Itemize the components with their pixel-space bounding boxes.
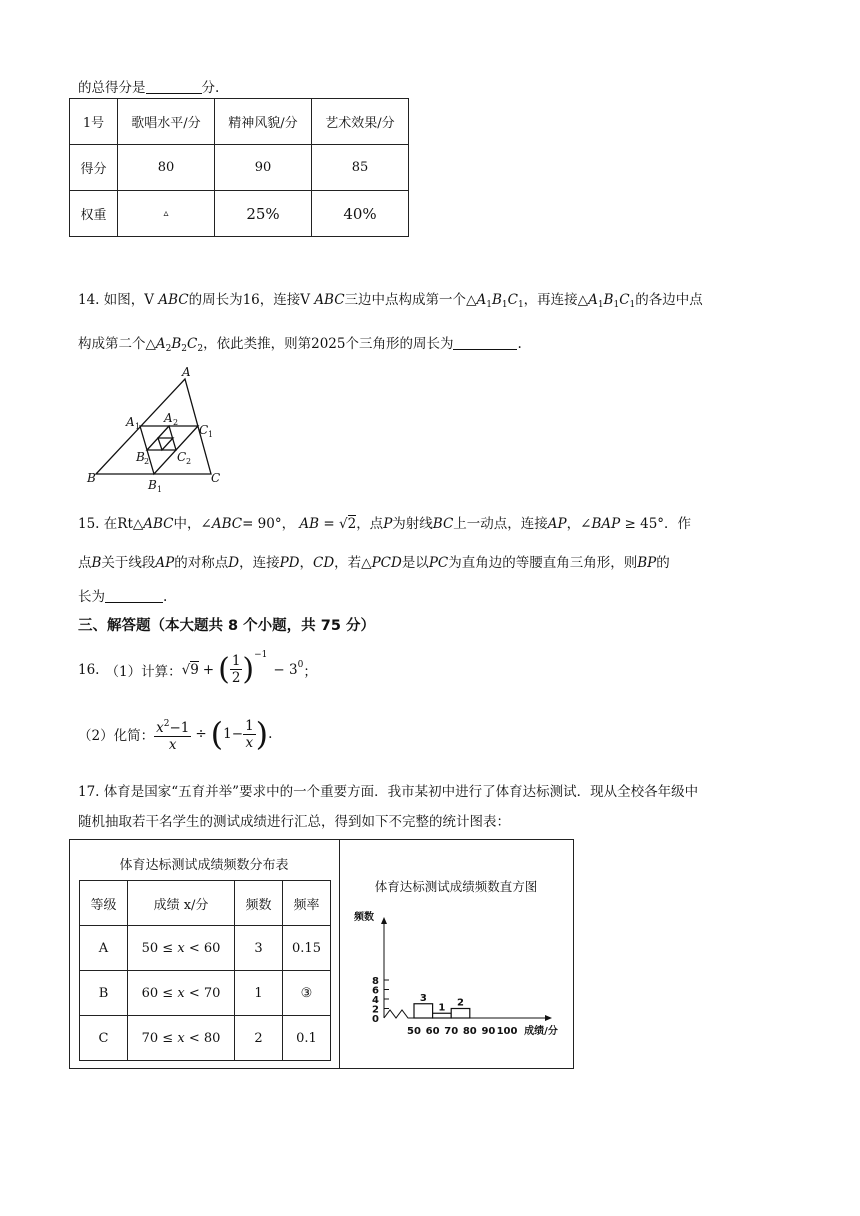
range-lo: 70 [141,1030,159,1046]
grade-cell: A [80,926,128,971]
header-cell: 等级 [80,881,128,926]
exponent: −1 [254,650,268,660]
range-hi: 80 [203,1030,221,1046]
x-tick-label: 90 [481,1026,496,1037]
table-header-row [80,881,331,926]
numerator: 1 [245,717,254,734]
table-row [80,926,331,971]
label-b2: B [136,450,145,464]
fraction-one-half [230,653,243,686]
answer-blank[interactable] [453,337,517,350]
math-var: B [491,292,502,308]
section-heading: 三、解答题（本大题共 8 个小题，共 75 分） [78,618,375,634]
denominator: 2 [231,670,241,686]
histogram-bar [414,1004,433,1018]
text: + [202,661,215,678]
score-table [69,98,409,237]
text: 的各边中点 [635,292,703,308]
text: ，再连接 [523,292,578,308]
math-var: AP [155,555,175,571]
q13-suffix: 分. [201,80,220,96]
math-var: PD [279,555,300,571]
numerator [154,716,191,737]
text: （1）计算： [105,663,182,680]
q17-line-2: 随机抽取若干名学生的测试成绩进行汇总，得到如下不完整的统计图表： [78,814,510,830]
answer-blank[interactable] [105,590,163,603]
subscript: 1 [597,300,604,310]
text: （2）化简： [78,728,155,744]
label-sub: 1 [135,422,141,431]
label-a: A [182,365,191,379]
text: 在 [103,516,118,532]
y-tick-label: 6 [372,985,379,997]
text: ≥ 45°．作 [624,516,692,532]
label-a1: A [126,415,135,429]
q13-tail-line [78,76,219,96]
weight-cell: 25% [215,191,312,237]
count-cell: 2 [235,1016,283,1061]
score-cell: 80 [118,145,215,191]
x-axis-label: 成绩/分 [524,1026,558,1037]
range-cell [128,971,235,1016]
header-cell: 1号 [70,99,118,145]
math-var: BAP [591,516,621,532]
table-row [80,1016,331,1061]
text: ≤ [162,985,174,1001]
y-axis-arrow [381,917,387,924]
text: 为直角边的等腰直角三角形，则 [448,555,638,571]
label-sub: 2 [173,418,179,427]
math-var: PC [428,555,449,571]
math-var: C [187,336,198,352]
x-tick-label: 50 [407,1026,421,1037]
exponent: 2 [163,718,170,729]
math-var: x [177,940,185,956]
fraction-x2-minus-1-over-x [154,716,191,753]
histogram-bar [451,1009,470,1019]
math-var: A [588,292,598,308]
text: . [517,336,522,352]
rate-cell: 0.1 [283,1016,331,1061]
label-c1: C [199,423,209,437]
math-var: x [177,985,185,1001]
triangle-symbol: V [300,292,311,308]
q16-part-2: （2）化简： $\frac{x^2-1}{x}$ ÷ ( 1− $\frac{1}{x}$ ) . [78,715,273,753]
chart-title: 体育达标测试成绩频数直方图 [374,879,538,894]
text: ， [299,555,314,571]
math-var: CD [313,555,335,571]
math-abc: ABC [158,292,189,308]
header-cell: 歌唱水平/分 [118,99,215,145]
histogram-bar [433,1013,452,1018]
text: ， [566,516,581,532]
triangle-symbol: V [144,292,155,308]
text: 上一动点，连接 [453,516,548,532]
count-cell: 1 [235,971,283,1016]
text: 三边中点构成第一个 [344,292,467,308]
x-tick-label: 80 [462,1026,477,1037]
math-var: x [156,719,164,736]
range-hi: 70 [203,985,221,1001]
math-var: AP [547,516,567,532]
weight-cell: ▵ [118,191,215,237]
text: 点 [78,555,92,571]
q15-line-1: 15. 在Rt△ABC中，∠ABC= 90°， AB = √2，点P为射线BC上一动点，连接AP，∠BAP ≥ 45°．作 [78,516,692,532]
subscript: 2 [165,344,172,354]
math-var: B [171,336,182,352]
label-sub: 2 [144,457,150,466]
bar-value-label: 2 [457,997,464,1009]
text: 的对称点 [174,555,229,571]
text: 长为 [78,589,105,605]
frequency-table [79,880,331,1061]
q13-prefix: 的总得分是 [78,80,146,96]
math-abc: ABC [211,516,243,532]
text: . [163,589,168,605]
q16-part-1: 16. （1）计算： √ 9 + ( $\frac{1}{2}$ ) −1 − 3 0 ； [78,650,317,687]
y-tick-label: 8 [372,976,379,987]
math-var: C [507,292,518,308]
fraction-1-over-x [243,718,256,751]
range-cell [128,926,235,971]
header-cell [128,881,235,926]
header-cell: 精神风貌/分 [215,99,312,145]
label-sub: 1 [157,485,163,494]
x-tick-label: 60 [425,1026,440,1037]
math-var: C [619,292,630,308]
text: 构成第二个 [78,336,146,352]
x-axis-arrow [545,1015,552,1021]
label-a2: A [164,411,173,425]
subscript: 2 [197,344,204,354]
math-var: A [476,292,487,308]
count-cell: 3 [235,926,283,971]
y-tick-label: 0 [372,1014,379,1025]
subscript: 1 [486,300,492,310]
question-number: 15. [78,516,100,532]
table-row [70,191,409,237]
text: ，连接 [239,555,280,571]
text: Rt [117,516,133,532]
row-label: 权重 [70,191,118,237]
math-var: B [91,555,102,571]
text: −1 [169,719,190,736]
denominator: x [245,734,254,751]
angle-symbol: ∠ [580,516,592,532]
header-cell: 频数 [235,881,283,926]
question-number: 16. [78,661,100,678]
table-row [80,971,331,1016]
freq-table-title: 体育达标测试成绩频数分布表 [119,858,289,873]
triangle-symbol: △ [132,516,144,532]
sqrt-radicand: 2 [347,516,357,532]
range-hi: 60 [203,940,221,956]
math-var: PCD [371,555,402,571]
score-cell: 85 [312,145,409,191]
text: = 90°， [242,516,296,532]
subscript: 1 [501,300,508,310]
range-lo: 50 [141,940,159,956]
text: < [188,940,200,956]
math-var: B [603,292,614,308]
range-lo: 60 [141,985,159,1001]
numerator: 1 [231,653,241,669]
bar-value-label: 3 [419,992,427,1004]
triangle-symbol: △ [145,336,156,352]
grade-cell: C [80,1016,128,1061]
text: 为射线 [392,516,433,532]
text: ÷ [195,726,207,742]
math-var: P [383,516,393,532]
text: = [323,516,335,532]
math-var: D [228,555,240,571]
math-var: AB [299,516,320,532]
label-b: B [87,471,96,485]
header-cell: 频率 [283,881,331,926]
q15-line-2 [78,551,670,571]
text: ； [303,663,317,680]
text: . [268,726,273,742]
rate-cell: ③ [283,971,331,1016]
subscript: 1 [613,300,620,310]
answer-blank[interactable] [146,81,202,94]
math-var: BC [432,516,454,532]
label-c: C [211,471,221,485]
sqrt-radicand: 9 [190,662,199,678]
text: ，若 [334,555,362,571]
x-tick-label: 70 [444,1026,459,1037]
triangle-symbol: △ [577,292,589,308]
text: 中， [173,516,201,532]
triangle-inner [158,438,173,450]
subscript: 2 [181,344,188,354]
row-label: 得分 [70,145,118,191]
math-abc: ABC [314,292,345,308]
subscript: 1 [517,300,524,310]
range-cell [128,1016,235,1061]
q14-line-2 [78,332,522,354]
label-c2: C [177,450,187,464]
math-var: x [177,1030,185,1046]
y-tick-label: 2 [372,1004,379,1016]
text: 的 [656,555,670,571]
rate-cell: 0.15 [283,926,331,971]
exponent: 0 [297,660,304,670]
text: 是以 [401,555,429,571]
weight-cell: 40% [312,191,409,237]
bar-value-label: 1 [438,1002,446,1014]
q15-line-3 [78,585,167,605]
histogram-chart [340,900,570,1040]
text: 如图， [103,292,145,308]
denominator: x [168,736,177,753]
text: 关于线段 [101,555,156,571]
x-tick-label: 100 [496,1026,518,1037]
grade-cell: B [80,971,128,1016]
angle-symbol: ∠ [200,516,212,532]
label-sub: 1 [208,430,214,439]
y-axis-label: 频数 [354,912,374,923]
triangle-figure [84,364,234,494]
table-row [70,145,409,191]
question-number: 14. [78,292,100,308]
triangle-symbol: △ [466,292,477,308]
q14-line-1 [78,288,703,310]
subscript: 1 [629,300,636,310]
text: 1− [223,726,244,742]
score-cell: 90 [215,145,312,191]
text: − 3 [273,661,298,678]
text: ，点 [356,516,384,532]
text: ≤ [162,1030,174,1046]
label-sub: 2 [186,457,192,466]
text: < [188,985,200,1001]
math-abc: ABC [143,516,174,532]
text: ≤ [162,940,174,956]
math-var: BP [637,555,657,571]
text: 的周长为16，连接 [188,292,301,308]
header-cell: 艺术效果/分 [312,99,409,145]
header-text: 成绩 x/分 [153,897,209,913]
y-tick-label: 4 [372,995,379,1006]
text: ，依此类推，则第2025个三角形的周长为 [203,336,454,352]
label-b1: B [148,478,157,492]
math-var: A [155,336,166,352]
q17-line-1: 17. 体育是国家“五育并举”要求中的一个重要方面．我市某初中进行了体育达标测试．现从全校各年级中 [78,784,699,800]
triangle-symbol: △ [361,555,372,571]
text: < [188,1030,200,1046]
table-header-row [70,99,409,145]
